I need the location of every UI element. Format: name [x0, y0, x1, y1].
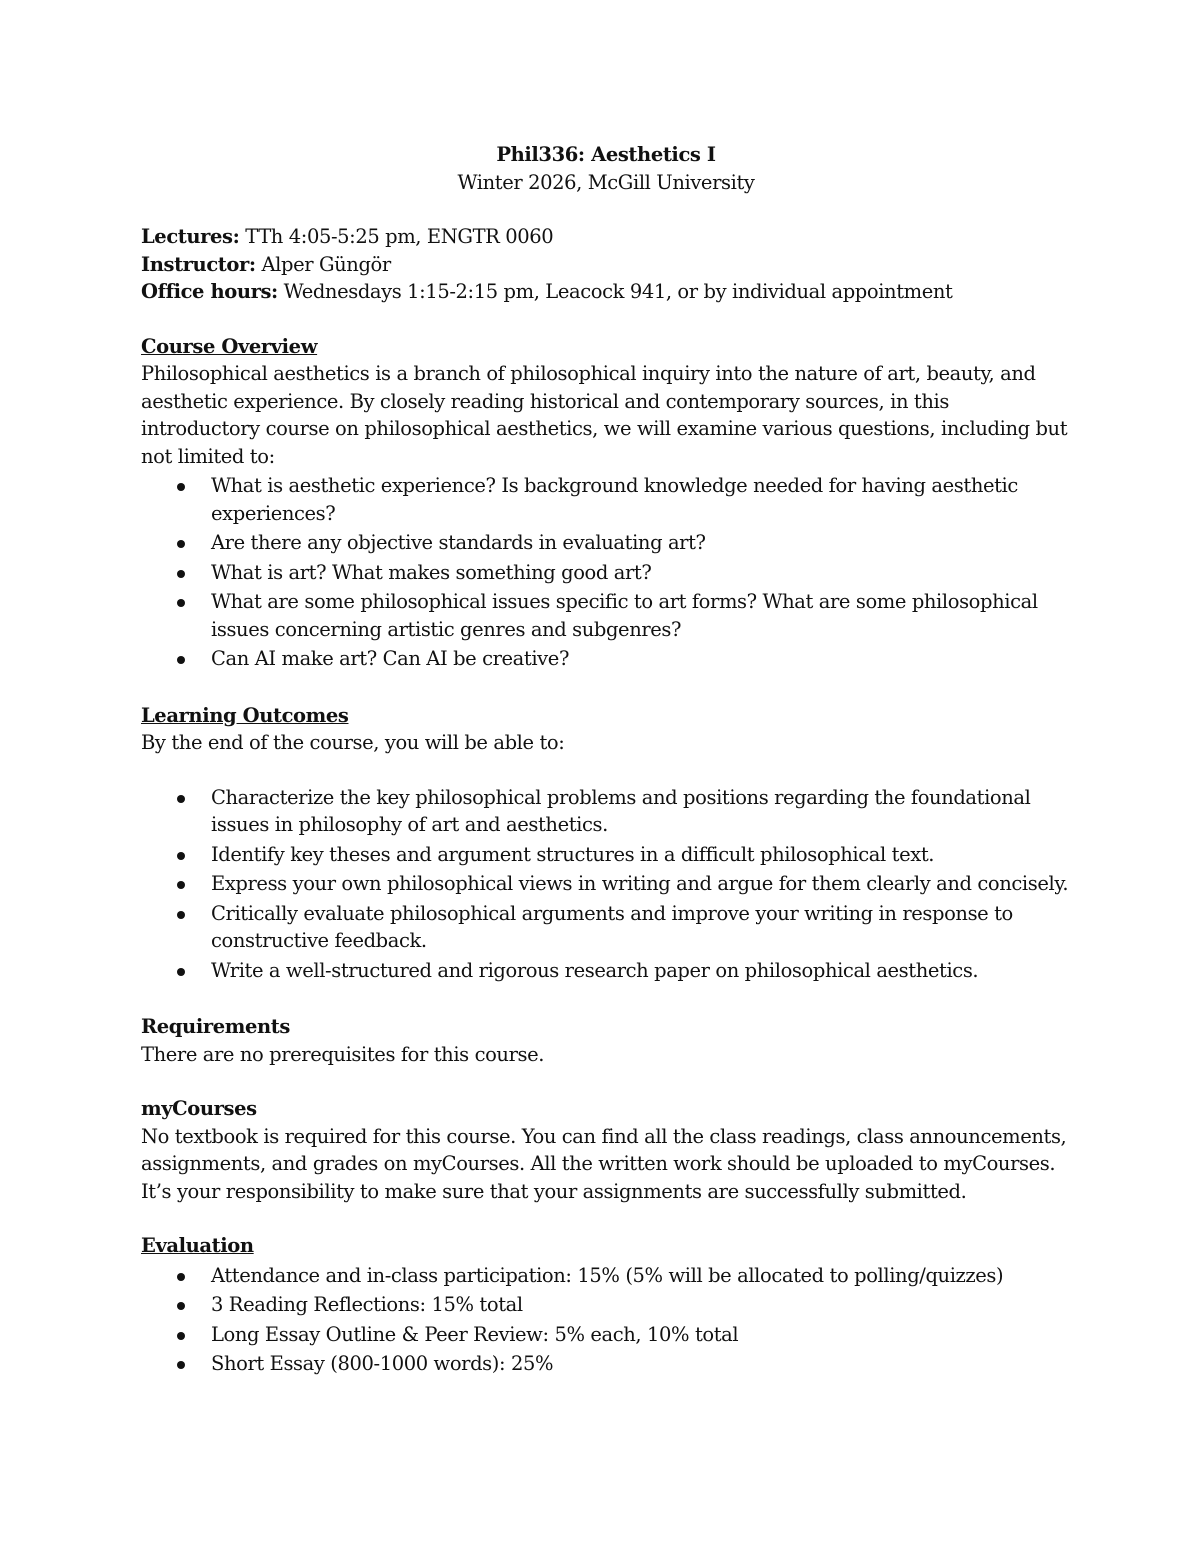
lectures-line	[141, 223, 1071, 251]
list-item: Long Essay Outline & Peer Review: 5% each, 10% total	[141, 1321, 1071, 1349]
spacer	[141, 306, 1071, 333]
course-overview-text: Philosophical aesthetics is a branch of philosophical inquiry into the nature of art, beauty, and aesthetic experience. By closely reading historical and contemporary sources, in this introductory course on philosophical aesthetics, we will examine various questions, including but not limited to:	[141, 362, 1068, 468]
list-item: 3 Reading Reflections: 15% total	[141, 1291, 1071, 1319]
list-item: What is art? What makes something good art?	[141, 559, 1071, 587]
list-item: Critically evaluate philosophical arguments and improve your writing in response to constructive feedback.	[141, 900, 1071, 955]
list-item: Attendance and in-class participation: 15% (5% will be allocated to polling/quizzes)	[141, 1262, 1071, 1290]
learning-outcomes-heading: Learning Outcomes	[141, 703, 349, 727]
mycourses-text: No textbook is required for this course. You can find all the class readings, class announcements, assignments, and grades on myCourses. All the written work should be uploaded to myCourses. It’s your responsibility to make sure that your assignments are successfully submitted.	[141, 1124, 1067, 1203]
learning-outcomes-intro: By the end of the course, you will be able to:	[141, 731, 565, 754]
course-term: Winter 2026, McGill University	[457, 170, 755, 194]
overview-questions-list	[141, 472, 1071, 673]
evaluation-list	[141, 1262, 1071, 1378]
office-hours-value: Wednesdays 1:15-2:15 pm, Leacock 941, or by individual appointment	[277, 280, 953, 303]
requirements-heading: Requirements	[141, 1015, 290, 1038]
spacer	[141, 986, 1071, 1013]
list-item: Are there any objective standards in evaluating art?	[141, 529, 1071, 557]
spacer	[141, 1068, 1071, 1095]
spacer	[141, 196, 1071, 223]
course-overview-heading: Course Overview	[141, 334, 318, 358]
spacer	[141, 1205, 1071, 1232]
list-item: Short Essay (800-1000 words): 25%	[141, 1350, 1071, 1378]
syllabus-content	[141, 141, 1071, 1380]
course-title: Phil336: Aesthetics I	[496, 143, 716, 166]
list-item: Write a well-structured and rigorous research paper on philosophical aesthetics.	[141, 957, 1071, 985]
instructor-value: Alper Güngör	[255, 252, 391, 276]
list-item: Characterize the key philosophical problems and positions regarding the foundational issues in philosophy of art and aesthetics.	[141, 784, 1071, 839]
instructor-line	[141, 251, 1071, 279]
office-hours-line	[141, 278, 1071, 306]
requirements-text: There are no prerequisites for this course.	[141, 1042, 545, 1066]
list-item: Can AI make art? Can AI be creative?	[141, 645, 1071, 673]
list-item: Identify key theses and argument structures in a difficult philosophical text.	[141, 841, 1071, 869]
list-item: Express your own philosophical views in writing and argue for them clearly and concisely.	[141, 870, 1071, 898]
instructor-label: Instructor:	[141, 252, 256, 276]
mycourses-heading: myCourses	[141, 1097, 257, 1120]
office-hours-label: Office hours:	[141, 280, 278, 303]
list-item: What is aesthetic experience? Is background knowledge needed for having aesthetic experiences?	[141, 472, 1071, 527]
spacer	[141, 675, 1071, 702]
evaluation-heading: Evaluation	[141, 1234, 254, 1257]
lectures-value: TTh 4:05-5:25 pm, ENGTR 0060	[239, 225, 554, 248]
learning-outcomes-list	[141, 784, 1071, 985]
lectures-label: Lectures:	[141, 225, 240, 248]
list-item: What are some philosophical issues specific to art forms? What are some philosophical issues concerning artistic genres and subgenres?	[141, 588, 1071, 643]
